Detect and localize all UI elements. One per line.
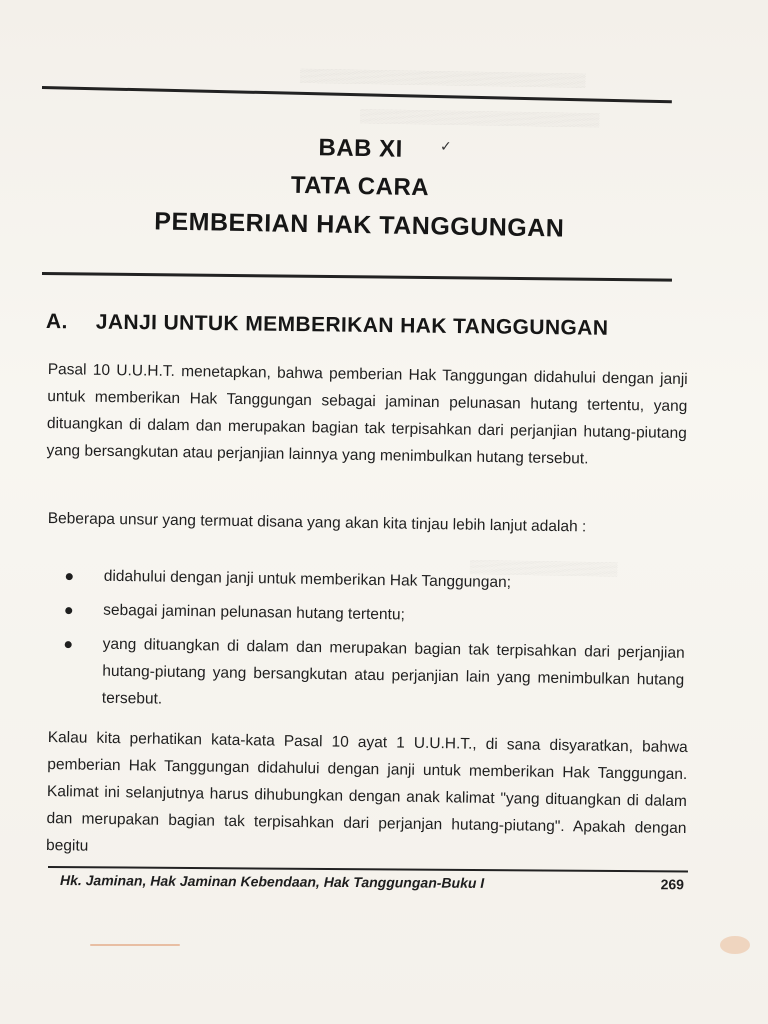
- list-item: [59, 596, 685, 633]
- chapter-number: BAB XI: [318, 134, 404, 163]
- paragraph-3: Kalau kita perhatikan kata-kata Pasal 10 ayat 1 U.U.H.T., di sana disyaratkan, bahwa pemberian Hak Tanggungan didahului dengan janji untuk memberikan Hak Tanggungan. Kalimat ini selanjutnya harus dihubungkan dengan anak kalimat "yang dituangkan di dalam dan merupakan bagian tak terpisahkan dari perjanjan hutang-piutang". Apakah dengan begitu: [45, 728, 688, 855]
- paper-stain: [720, 936, 750, 954]
- header-rule-bottom: [42, 272, 672, 282]
- section-letter: A.: [45, 310, 68, 334]
- bullet-list: [58, 562, 686, 728]
- bullet-dot-icon: [65, 641, 72, 648]
- bullet-text: didahului dengan janji untuk memberikan Hak Tanggungan;: [103, 567, 512, 592]
- bleed-through-text: ▒▒▒▒▒▒▒▒▒▒▒▒▒▒▒▒▒▒▒▒▒▒▒▒▒▒▒▒▒▒▒: [299, 67, 586, 88]
- paragraph-1: Pasal 10 U.U.H.T. menetapkan, bahwa pemberian Hak Tanggungan didahului dengan janji untuk memberikan Hak Tanggungan sebagai jaminan pelunasan hutang tertentu, yang dituangkan di dalam dan merupakan bagian tak terpisahkan dari perjanjian hutang-piutang yang bersangkutan atau perjanjian lainnya yang menimbulkan hutang tersebut.: [46, 360, 688, 468]
- pen-check-mark: ✓: [440, 138, 452, 154]
- bleed-through-text: ▒▒▒▒▒▒▒▒▒▒▒▒▒▒▒▒▒▒▒▒▒▒▒▒▒▒: [359, 107, 600, 128]
- paragraph-2: Beberapa unsur yang termuat disana yang akan kita tinjau lebih lanjut adalah :: [47, 509, 587, 536]
- chapter-title-line2: PEMBERIAN HAK TANGGUNGAN: [154, 207, 565, 243]
- chapter-title-line1: TATA CARA: [290, 171, 430, 202]
- paper-stain: [90, 944, 180, 946]
- section-heading: [46, 310, 686, 342]
- header-rule-top: [42, 86, 672, 103]
- page-number: 269: [660, 876, 685, 893]
- section-title: JANJI UNTUK MEMBERIKAN HAK TANGGUNGAN: [95, 310, 609, 340]
- bullet-dot-icon: [65, 607, 72, 614]
- bullet-text: yang dituangkan di dalam dan merupakan bagian tak terpisahkan dari perjanjian hutang-piutang yang bersangkutan atau perjanjian lain yang menimbulkan hutang tersebut.: [101, 635, 685, 708]
- page-footer: [60, 872, 690, 892]
- list-item: [58, 630, 685, 721]
- footer-book-title: Hk. Jaminan, Hak Jaminan Kebendaan, Hak Tanggungan-Buku I: [59, 872, 485, 891]
- bullet-text: sebagai jaminan pelunasan hutang tertentu;: [103, 601, 405, 624]
- bullet-dot-icon: [66, 573, 73, 580]
- chapter-heading: [119, 126, 601, 248]
- bleed-through-text: ▒▒▒▒▒▒▒▒▒▒▒▒▒▒▒▒: [469, 558, 618, 577]
